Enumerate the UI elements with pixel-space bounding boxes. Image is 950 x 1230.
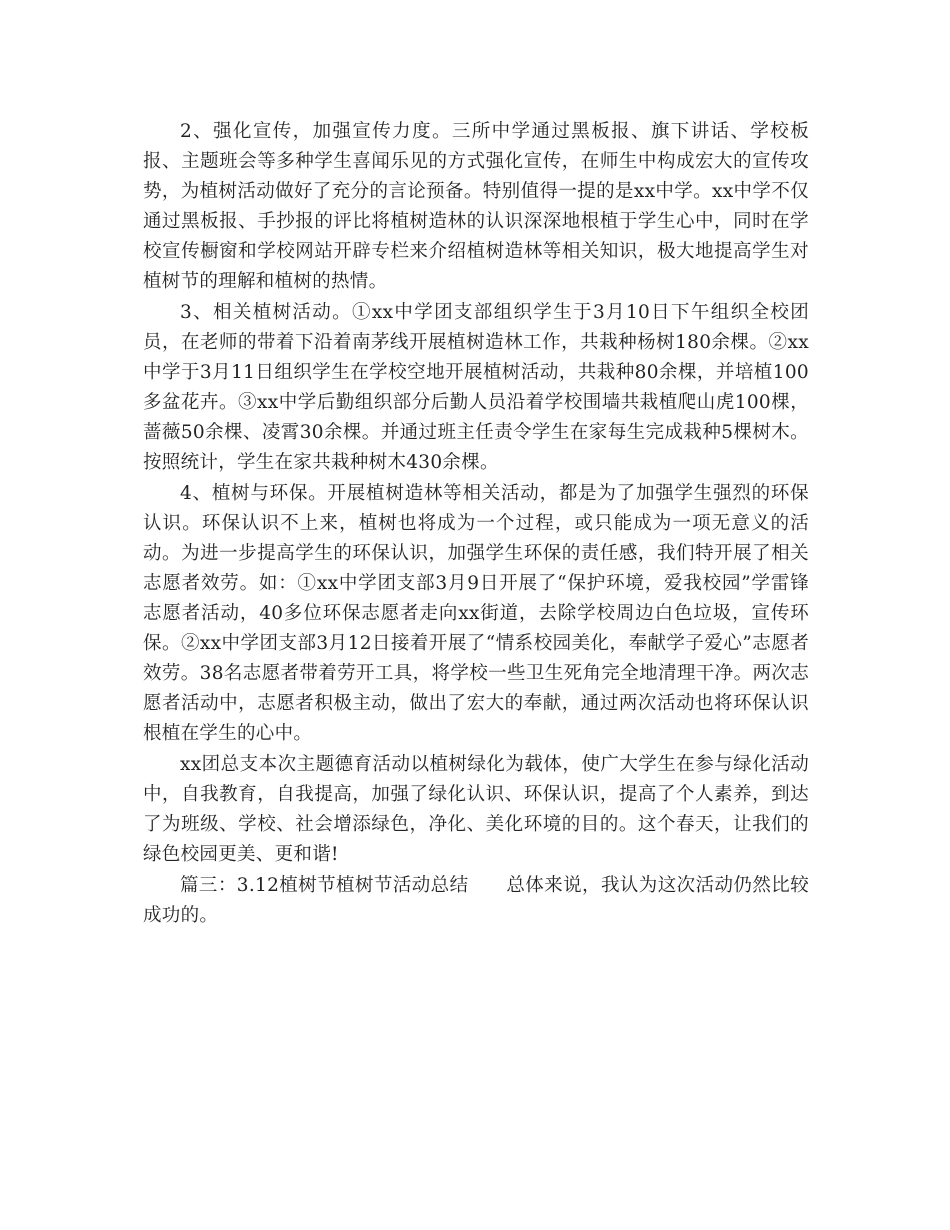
document-body	[143, 117, 809, 931]
paragraph-summary: xx团总支本次主题德育活动以植树绿化为载体，使广大学生在参与绿化活动中，自我教育，自我提高，加强了绿化认识、环保认识，提高了个人素养，到达了为班级、学校、社会增添绿色，净化、美化环境的目的。这个春天，让我们的绿色校园更美、更和谐!	[143, 754, 809, 865]
paragraph-section-three: 篇三：3.12植树节植树节活动总结 总体来说，我认为这次活动仍然比较成功的。	[143, 875, 809, 926]
paragraph-publicity: 2、强化宣传，加强宣传力度。三所中学通过黑板报、旗下讲话、学校板报、主题班会等多种学生喜闻乐见的方式强化宣传，在师生中构成宏大的宣传攻势，为植树活动做好了充分的言论预备。特别值得一提的是xx中学。xx中学不仅通过黑板报、手抄报的评比将植树造林的认识深深地根植于学生心中，同时在学校宣传橱窗和学校网站开辟专栏来介绍植树造林等相关知识，极大地提高学生对植树节的理解和植树的热情。	[143, 121, 809, 292]
paragraph-planting-activities: 3、相关植树活动。①xx中学团支部组织学生于3月10日下午组织全校团员，在老师的带着下沿着南茅线开展植树造林工作，共栽种杨树180余棵。②xx中学于3月11日组织学生在学校空地开展植树活动，共栽种80余棵，并培植100多盆花卉。③xx中学后勤组织部分后勤人员沿着学校围墙共栽植爬山虎100棵，蔷薇50余棵、凌霄30余棵。并通过班主任责令学生在家每生完成栽种5棵树木。按照统计，学生在家共栽种树木430余棵。	[143, 302, 809, 473]
paragraph-environmental-protection: 4、植树与环保。开展植树造林等相关活动，都是为了加强学生强烈的环保认识。环保认识不上来，植树也将成为一个过程，或只能成为一项无意义的活动。为进一步提高学生的环保认识，加强学生环保的责任感，我们特开展了相关志愿者效劳。如：①xx中学团支部3月9日开展了“保护环境，爱我校园”学雷锋志愿者活动，40多位环保志愿者走向xx街道，去除学校周边白色垃圾，宣传环保。②xx中学团支部3月12日接着开展了“情系校园美化，奉献学子爱心”志愿者效劳。38名志愿者带着劳开工具，将学校一些卫生死角完全地清理干净。两次志愿者活动中，志愿者积极主动，做出了宏大的奉献，通过两次活动也将环保认识根植在学生的心中。	[143, 483, 809, 744]
